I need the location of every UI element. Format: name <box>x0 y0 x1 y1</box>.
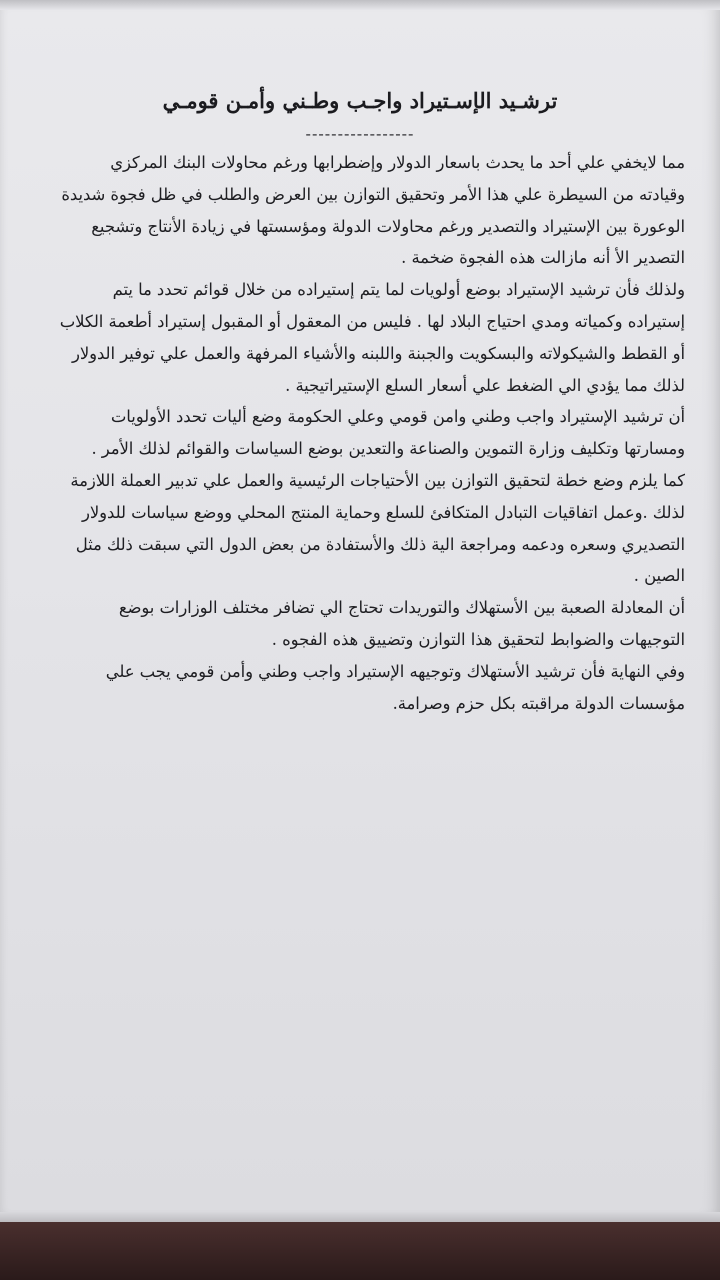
desk-surface <box>0 1222 720 1280</box>
text-line: لذلك مما يؤدي الي الضغط علي أسعار السلع الإستيراتيجية . <box>285 375 685 395</box>
paper-bottom-edge <box>0 1212 720 1222</box>
text-line: أو القطط والشيكولاته والبسكويت والجبنة واللبنه والأشياء المرفهة والعمل علي توفير الدولار <box>71 343 685 363</box>
text-line: وقيادته من السيطرة علي هذا الأمر وتحقيق التوازن بين العرض والطلب في ظل فجوة شديدة <box>61 184 685 204</box>
text-line: التصديري وسعره ودعمه ومراجعة الية ذلك والأستفادة من بعض الدول التي سبقت ذلك مثل <box>75 534 685 554</box>
text-line: أن المعادلة الصعبة بين الأستهلاك والتوريدات تحتاج الي تضافر مختلف الوزارات بوضع <box>118 598 685 618</box>
text-line: ومسارتها وتكليف وزارة التموين والصناعة والتعدين بوضع السياسات والقوائم لذلك الأمر . <box>91 439 685 459</box>
paper-top-edge <box>0 0 720 10</box>
text-line: وفي النهاية فأن ترشيد الأستهلاك وتوجيهه الإستيراد واجب وطني وأمن قومي يجب علي <box>105 661 685 681</box>
document-body <box>60 147 685 719</box>
title-underline: ----------------- <box>305 124 415 143</box>
text-line: الصين . <box>633 566 685 586</box>
text-line: أن ترشيد الإستيراد واجب وطني وامن قومي وعلي الحكومة وضع أليات تحدد الأولويات <box>110 407 685 427</box>
text-line: التوجيهات والضوابط لتحقيق هذا التوازن وتضييق هذه الفجوه . <box>271 629 685 649</box>
text-line: مؤسسات الدولة مراقبته بكل حزم وصرامة. <box>392 693 685 713</box>
text-line: كما يلزم وضع خطة لتحقيق التوازن بين الأحتياجات الرئيسية والعمل علي تدبير العملة اللازمة <box>70 470 685 490</box>
text-line: مما لايخفي علي أحد ما يحدث باسعار الدولار وإضطرابها ورغم محاولات البنك المركزي <box>110 153 685 172</box>
document-title: ترشـيد الإسـتيراد واجـب وطـني وأمـن قومـي <box>162 88 558 113</box>
text-line: التصدير الأ أنه مازالت هذه الفجوة ضخمة . <box>401 248 685 268</box>
text-line: الوعورة بين الإستيراد والتصدير ورغم محاولات الدولة ومؤسستها في زيادة الأنتاج وتشجيع <box>91 216 685 236</box>
text-line: لذلك .وعمل اتفاقيات التبادل المتكافئ للسلع وحماية المنتج المحلي ووضع سياسات للدولار <box>82 502 685 522</box>
text-line: إستيراده وكمياته ومدي احتياج البلاد لها . فليس من المعقول أو المقبول إستيراد أطعمة الكلاب <box>60 311 685 331</box>
text-line: ولذلك فأن ترشيد الإستيراد بوضع أولويات لما يتم إستيراده من خلال قوائم تحدد ما يتم <box>112 280 685 300</box>
